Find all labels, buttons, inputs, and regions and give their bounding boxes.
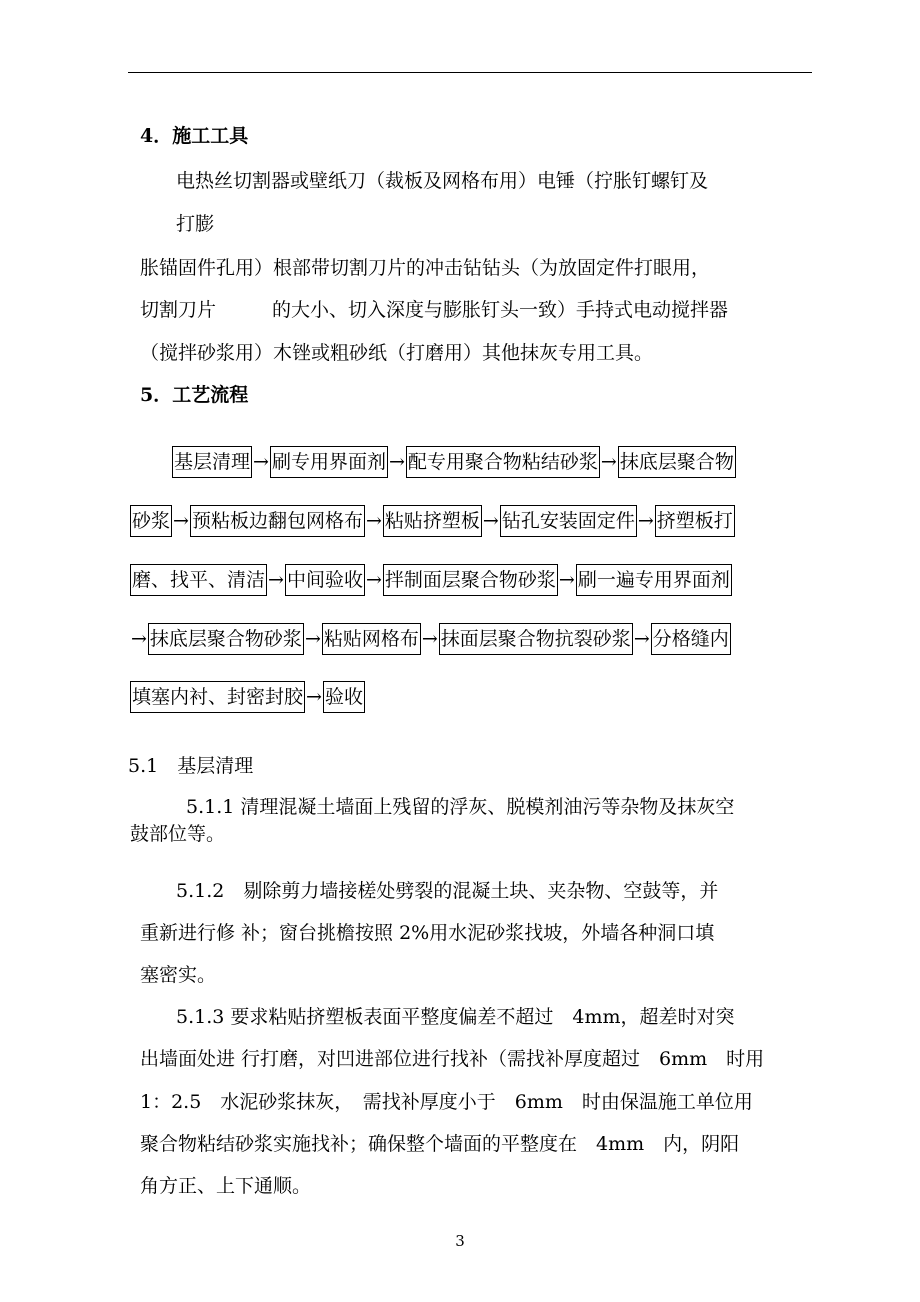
flow-step: 磨、找平、清洁	[130, 564, 267, 596]
flow-step: 抹面层聚合物抗裂砂浆	[439, 623, 633, 655]
para-5-1-3-line-3: 1：2.5 水泥砂浆抹灰， 需找补厚度小于 6mm 时由保温施工单位用	[140, 1091, 753, 1113]
para-5-1-1-line-1: 5.1.1 清理混凝土墙面上残留的浮灰、脱模剂油污等杂物及抹灰空	[186, 796, 735, 818]
flow-arrow: →	[421, 628, 438, 650]
flow-step: 抹底层聚合物砂浆	[148, 623, 304, 655]
section-5-1-heading: 5.1 基层清理	[128, 755, 254, 777]
flow-step: 中间验收	[285, 564, 365, 596]
flow-step: 砂浆	[130, 505, 172, 537]
flow-arrow: →	[253, 451, 269, 473]
flow-row-1	[172, 445, 736, 479]
flow-step: 挤塑板打	[655, 505, 735, 537]
tools-line-5: （搅拌砂浆用）木锉或粗砂纸（打磨用）其他抹灰专用工具。	[140, 342, 654, 364]
flow-arrow: →	[268, 569, 284, 591]
para-5-1-1-line-2: 鼓部位等。	[130, 823, 226, 845]
section-5-heading: 5．工艺流程	[140, 384, 249, 406]
tools-line-2: 打膨	[176, 213, 215, 235]
flow-arrow: →	[633, 628, 650, 650]
flow-step: 配专用聚合物粘结砂浆	[406, 446, 600, 478]
para-5-1-3-line-1: 5.1.3 要求粘贴挤塑板表面平整度偏差不超过 4mm，超差时对突	[176, 1006, 735, 1028]
flow-step: 钻孔安装固定件	[500, 505, 637, 537]
para-5-1-2-line-3: 塞密实。	[140, 964, 217, 986]
tools-line-4b: 的大小、切入深度与膨胀钉头一致）手持式电动搅拌器	[272, 299, 729, 321]
flow-arrow: →	[558, 569, 575, 591]
flow-arrow: →	[131, 628, 147, 650]
flow-arrow: →	[304, 628, 321, 650]
flow-arrow: →	[388, 451, 405, 473]
flow-arrow: →	[306, 686, 322, 708]
para-5-1-3-line-5: 角方正、上下通顺。	[140, 1175, 312, 1197]
para-5-1-3-line-4: 聚合物粘结砂浆实施找补；确保整个墙面的平整度在 4mm 内，阴阳	[140, 1133, 740, 1155]
flow-step: 粘贴网格布	[322, 623, 421, 655]
flow-step: 验收	[323, 681, 365, 713]
flow-arrow: →	[173, 510, 189, 532]
flow-step: 抹底层聚合物	[618, 446, 736, 478]
flow-arrow: →	[365, 569, 382, 591]
flow-arrow: →	[637, 510, 654, 532]
para-5-1-3-line-2: 出墙面处进 行打磨，对凹进部位进行找补（需找补厚度超过 6mm 时用	[140, 1048, 765, 1070]
flow-arrow: →	[600, 451, 617, 473]
tools-line-4a: 切割刀片	[140, 299, 217, 321]
flow-step: 刷专用界面剂	[270, 446, 388, 478]
section-4-heading: 4．施工工具	[140, 125, 249, 147]
flow-row-2	[130, 504, 735, 538]
tools-line-1: 电热丝切割器或壁纸刀（裁板及网格布用）电锤（拧胀钉螺钉及	[176, 170, 709, 192]
flow-step: 粘贴挤塑板	[383, 505, 482, 537]
header-rule	[128, 72, 812, 73]
para-5-1-2-line-1: 5.1.2 剔除剪力墙接槎处劈裂的混凝土块、夹杂物、空鼓等，并	[176, 880, 719, 902]
flow-row-3	[130, 563, 732, 597]
flow-step: 分格缝内	[651, 623, 731, 655]
flow-step: 拌制面层聚合物砂浆	[383, 564, 558, 596]
flow-step: 基层清理	[172, 446, 252, 478]
flow-step: 填塞内衬、封密封胶	[130, 681, 305, 713]
page-number: 3	[455, 1232, 465, 1250]
para-5-1-2-line-2: 重新进行修 补；窗台挑檐按照 2%用水泥砂浆找坡，外墙各种洞口填	[140, 922, 715, 944]
flow-step: 刷一遍专用界面剂	[576, 564, 732, 596]
flow-arrow: →	[365, 510, 382, 532]
tools-line-3: 胀锚固件孔用）根部带切割刀片的冲击钻钻头（为放固定件打眼用，	[140, 257, 711, 279]
flow-step: 预粘板边翻包网格布	[190, 505, 365, 537]
flow-arrow: →	[482, 510, 499, 532]
flow-row-5	[130, 680, 365, 714]
flow-row-4	[130, 622, 731, 656]
